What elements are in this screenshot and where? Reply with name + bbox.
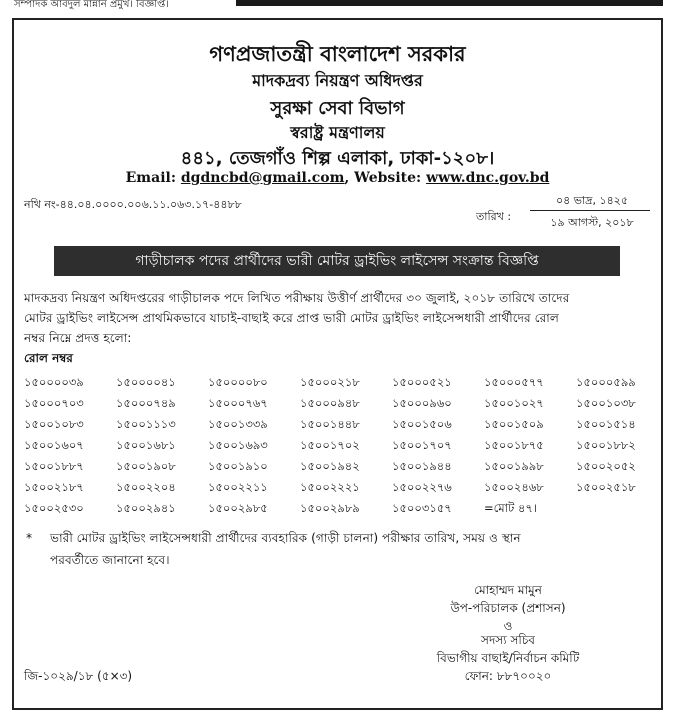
- roll-number: ১৫০০০০৩৯: [24, 375, 84, 389]
- roll-number: ১৫০০০৭০৩: [24, 396, 84, 410]
- roll-number: ১৫০০৩১৫৭: [392, 501, 452, 515]
- roll-number: ১৫০০০৫৯৯: [576, 375, 636, 389]
- roll-number: ১৫০০২৯৮৯: [300, 501, 360, 515]
- roll-row: [24, 372, 654, 393]
- roll-number: ১৫০০১৯৯৮: [484, 459, 544, 473]
- date-english: ১৯ আগস্ট, ২০১৮: [550, 216, 634, 229]
- roll-number: ১৫০০১৯১০: [208, 459, 268, 473]
- signatory-and: ও: [503, 619, 513, 633]
- footnote-line: পরবর্তীতে জানানো হবে।: [50, 553, 170, 567]
- roll-number: ১৫০০২৯৪১: [116, 501, 176, 515]
- roll-row: [24, 456, 654, 477]
- roll-number: ১৫০০২৫৩০: [24, 501, 84, 515]
- signatory-name: মোহাম্মদ মামুন: [474, 583, 542, 597]
- department-name: মাদকদ্রব্য নিয়ন্ত্রণ অধিদপ্তর: [252, 71, 423, 90]
- roll-number: ১৫০০২২৭৬: [392, 480, 452, 494]
- roll-number: ১৫০০১৮৮৭: [24, 459, 84, 473]
- roll-number: ১৫০০১৩৩৯: [208, 417, 268, 431]
- roll-row: [24, 435, 654, 456]
- roll-number: ১৫০০১৫০৬: [392, 417, 452, 431]
- roll-number: ১৫০০১৮৮২: [576, 438, 636, 452]
- email-label: Email:: [125, 170, 177, 186]
- roll-number: ১৫০০০৭৪৯: [116, 396, 176, 410]
- roll-number: ১৫০০০৯৬০: [392, 396, 452, 410]
- paragraph-line: মোটর ড্রাইভিং লাইসেন্স প্রাথমিকভাবে যাচাই-বাছাই করে প্রাপ্ত ভারী মোটর ড্রাইভিং লাইসেন্সধারী প্রার্থীদের রোল: [24, 311, 559, 325]
- roll-number: ১৫০০১৬৯৩: [208, 438, 268, 452]
- roll-row: [24, 477, 654, 498]
- signatory-committee: বিভাগীয় বাছাই/নির্বাচন কমিটি: [436, 651, 580, 665]
- date-divider: [530, 210, 650, 211]
- roll-number: ১৫০০১৪৪৮: [300, 417, 360, 431]
- notice-paragraph: [24, 288, 654, 348]
- footnote-line: ভারী মোটর ড্রাইভিং লাইসেন্সধারী প্রার্থীদের ব্যবহারিক (গাড়ী চালনা) পরীক্ষার তারিখ, সময় ও স্থান: [50, 531, 521, 545]
- roll-number: ১৫০০১০২৭: [484, 396, 544, 410]
- website-label: , Website:: [344, 170, 422, 186]
- roll-row: [24, 414, 654, 435]
- roll-number: ১৫০০২০৫২: [576, 459, 636, 473]
- roll-number: ১৫০০১৯৪৪: [392, 459, 452, 473]
- address: ৪৪১, তেজগাঁও শিল্প এলাকা, ঢাকা-১২০৮।: [180, 148, 495, 169]
- top-strip-bar: [236, 0, 663, 6]
- roll-number: ১৫০০০৫৭৭: [484, 375, 544, 389]
- paragraph-line: মাদকদ্রব্য নিয়ন্ত্রণ অধিদপ্তরের গাড়ীচালক পদে লিখিত পরীক্ষায় উত্তীর্ণ প্রার্থীদের ৩০ জুলাই, ২০১৮ তারিখে তাদের: [24, 291, 570, 305]
- date-bangla: ০৪ ভাদ্র, ১৪২৫: [555, 194, 629, 207]
- roll-number: ১৫০০১৯৪২: [300, 459, 360, 473]
- roll-number: ১৫০০১০৩৮: [576, 396, 636, 410]
- roll-number: ১৫০০২১৮৭: [24, 480, 84, 494]
- roll-number: =মোট ৪৭।: [484, 501, 537, 515]
- roll-number: ১৫০০১৬৮১: [116, 438, 176, 452]
- division-name: সুরক্ষা সেবা বিভাগ: [270, 98, 405, 119]
- roll-number: ১৫০০২২২১: [300, 480, 360, 494]
- signatory-designation: উপ-পরিচালক (প্রশাসন): [450, 601, 566, 615]
- roll-number: ১৫০০১৬০৭: [24, 438, 84, 452]
- roll-number: ১৫০০০৭৬৭: [208, 396, 268, 410]
- roll-number: ১৫০০১১১৩: [116, 417, 176, 431]
- roll-number: ১৫০০০২১৮: [300, 375, 360, 389]
- notice-banner: গাড়ীচালক পদের প্রার্থীদের ভারী মোটর ড্রাইভিং লাইসেন্স সংক্রান্ত বিজ্ঞপ্তি: [54, 246, 620, 276]
- date-label: তারিখ :: [476, 210, 512, 223]
- roll-number: ১৫০০২২০৪: [116, 480, 176, 494]
- roll-number: ১৫০০২২১১: [208, 480, 268, 494]
- roll-number: ১৫০০১৭০২: [300, 438, 360, 452]
- footnote-star: *: [26, 531, 33, 545]
- roll-number: ১৫০০২৯৮৫: [208, 501, 268, 515]
- roll-row: [24, 393, 654, 414]
- top-strip-text: সম্পাদক আবদুল মান্নান প্রমুখ। বিজ্ঞপ্তি।: [14, 0, 169, 10]
- roll-number: ১৫০০০০৪১: [116, 375, 176, 389]
- reference-code: জি-১০২৯/১৮ (৫×৩): [24, 669, 133, 683]
- ministry-name: স্বরাষ্ট্র মন্ত্রণালয়: [290, 123, 385, 142]
- memo-number: নথি নং-৪৪.০৪.০০০০.০০৬.১১.০৬৩.১৭-৪৪৮৮: [24, 198, 242, 211]
- roll-number: ১৫০০২৫১৮: [576, 480, 636, 494]
- roll-number: ১৫০০১৯০৮: [116, 459, 176, 473]
- roll-number: ১৫০০১৫০৯: [484, 417, 544, 431]
- roll-number: ১৫০০০৫২১: [392, 375, 452, 389]
- signatory-role: সদস্য সচিব: [481, 633, 535, 647]
- government-title: গণপ্রজাতন্ত্রী বাংলাদেশ সরকার: [209, 42, 466, 66]
- contact-line: [14, 170, 661, 186]
- email-link[interactable]: dgdncbd@gmail.com: [180, 170, 345, 186]
- roll-number: ১৫০০০০৮০: [208, 375, 268, 389]
- notice-frame: [12, 18, 663, 710]
- paragraph-line: নম্বর নিম্নে প্রদত্ত হলো:: [24, 331, 132, 345]
- roll-number: ১৫০০১৭০৭: [392, 438, 452, 452]
- roll-row: [24, 498, 654, 519]
- roll-number: ১৫০০২৪৬৮: [484, 480, 544, 494]
- website-link[interactable]: www.dnc.gov.bd: [426, 170, 550, 186]
- roll-number-grid: [24, 372, 654, 519]
- roll-number-heading: রোল নম্বর: [24, 351, 73, 365]
- roll-number: ১৫০০১০৮৩: [24, 417, 84, 431]
- roll-number: ১৫০০০৯৪৮: [300, 396, 360, 410]
- roll-number: ১৫০০১৮৭৫: [484, 438, 544, 452]
- roll-number: ১৫০০১৫১৪: [576, 417, 636, 431]
- top-strip: [0, 0, 687, 16]
- signatory-phone: ফোন: ৮৮৭০০২০: [464, 669, 552, 683]
